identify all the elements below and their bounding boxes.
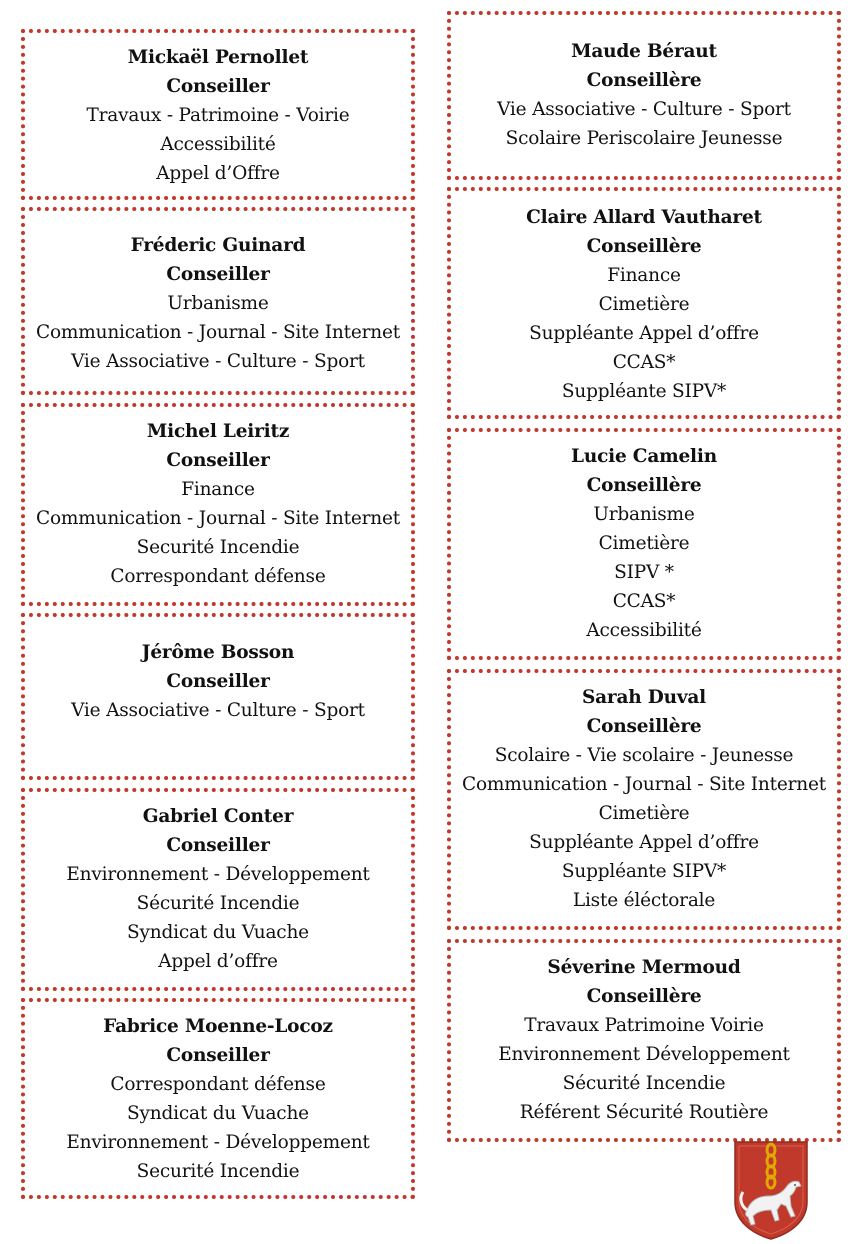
councillor-card-right-3	[447, 669, 841, 930]
responsibility-line: Suppléante Appel d’offre	[529, 323, 759, 344]
councillor-card-left-2	[21, 403, 415, 606]
councillor-role: Conseillère	[586, 70, 702, 91]
responsibility-line: Urbanisme	[593, 504, 695, 525]
councillor-name: Jérôme Bosson	[141, 642, 295, 663]
responsibility-line: Syndicat du Vuache	[127, 1103, 309, 1124]
councillor-card-right-1	[447, 187, 841, 419]
responsibility-line: Travaux Patrimoine Voirie	[524, 1015, 764, 1036]
responsibility-line: Securité Incendie	[136, 537, 300, 558]
councillor-role: Conseillère	[586, 986, 702, 1007]
councillor-card-left-4	[21, 788, 415, 991]
responsibility-line: Vie Associative - Culture - Sport	[71, 351, 365, 372]
responsibility-line: Sécurité Incendie	[136, 893, 300, 914]
responsibility-line: Communication - Journal - Site Internet	[36, 322, 400, 343]
councillor-name: Fabrice Moenne-Locoz	[103, 1016, 333, 1037]
responsibility-line: Communication - Journal - Site Internet	[462, 774, 826, 795]
responsibility-line: Finance	[607, 265, 681, 286]
responsibility-line: Syndicat du Vuache	[127, 922, 309, 943]
responsibility-line: Environnement - Développement	[66, 1132, 370, 1153]
responsibility-line: Environnement Développement	[498, 1044, 790, 1065]
councillor-card-right-2	[447, 428, 841, 660]
responsibility-line: Securité Incendie	[136, 1161, 300, 1182]
responsibility-line: Cimetière	[598, 533, 690, 554]
councillor-role: Conseillère	[586, 716, 702, 737]
responsibility-line: Travaux - Patrimoine - Voirie	[86, 105, 350, 126]
councillor-name: Séverine Mermoud	[547, 957, 741, 978]
councillor-role: Conseiller	[166, 671, 270, 692]
responsibility-line: Correspondant défense	[110, 566, 326, 587]
councillor-role: Conseillère	[586, 236, 702, 257]
responsibility-line: Vie Associative - Culture - Sport	[71, 700, 365, 721]
councillor-name: Claire Allard Vautharet	[526, 207, 762, 228]
responsibility-line: Cimetière	[598, 294, 690, 315]
responsibility-line: Vie Associative - Culture - Sport	[497, 99, 791, 120]
responsibility-line: Scolaire Periscolaire Jeunesse	[505, 128, 783, 149]
responsibility-line: CCAS*	[612, 352, 676, 373]
councillor-name: Gabriel Conter	[142, 806, 294, 827]
responsibility-line: Suppléante Appel d’offre	[529, 832, 759, 853]
councillor-role: Conseiller	[166, 835, 270, 856]
responsibility-line: Référent Sécurité Routière	[519, 1102, 769, 1123]
councillor-name: Lucie Camelin	[571, 446, 717, 467]
councillor-card-right-0	[447, 11, 841, 180]
councillor-card-left-5	[21, 998, 415, 1199]
responsibility-line: Correspondant défense	[110, 1074, 326, 1095]
councillor-name: Michel Leiritz	[146, 421, 290, 442]
councillor-name: Sarah Duval	[581, 687, 707, 708]
responsibility-line: Finance	[181, 479, 255, 500]
responsibility-line: Cimetière	[598, 803, 690, 824]
councillor-name: Fréderic Guinard	[130, 235, 306, 256]
responsibility-line: Urbanisme	[167, 293, 269, 314]
councillor-card-right-4	[447, 939, 841, 1142]
responsibility-line: Appel d’offre	[158, 951, 278, 972]
responsibility-line: Sécurité Incendie	[562, 1073, 726, 1094]
responsibility-line: Appel d’Offre	[156, 163, 280, 184]
councillor-role: Conseillère	[586, 475, 702, 496]
councillor-card-left-0	[21, 29, 415, 200]
councillor-role: Conseiller	[166, 264, 270, 285]
responsibility-line: Accessibilité	[586, 620, 702, 641]
councillor-name: Maude Béraut	[571, 41, 717, 62]
responsibility-line: CCAS*	[612, 591, 676, 612]
responsibility-line: SIPV *	[614, 562, 674, 583]
responsibility-line: Environnement - Développement	[66, 864, 370, 885]
councillor-role: Conseiller	[166, 1045, 270, 1066]
responsibility-line: Accessibilité	[160, 134, 276, 155]
responsibility-line: Suppléante SIPV*	[561, 381, 727, 402]
councillor-card-left-1	[21, 207, 415, 395]
responsibility-line: Communication - Journal - Site Internet	[36, 508, 400, 529]
responsibility-line: Scolaire - Vie scolaire - Jeunesse	[494, 745, 794, 766]
responsibility-line: Suppléante SIPV*	[561, 861, 727, 882]
councillor-card-left-3	[21, 613, 415, 780]
councillor-name: Mickaël Pernollet	[127, 47, 309, 68]
responsibility-line: Liste éléctorale	[572, 890, 716, 911]
municipal-coat-of-arms-icon	[733, 1140, 809, 1240]
councillor-role: Conseiller	[166, 76, 270, 97]
councillor-role: Conseiller	[166, 450, 270, 471]
